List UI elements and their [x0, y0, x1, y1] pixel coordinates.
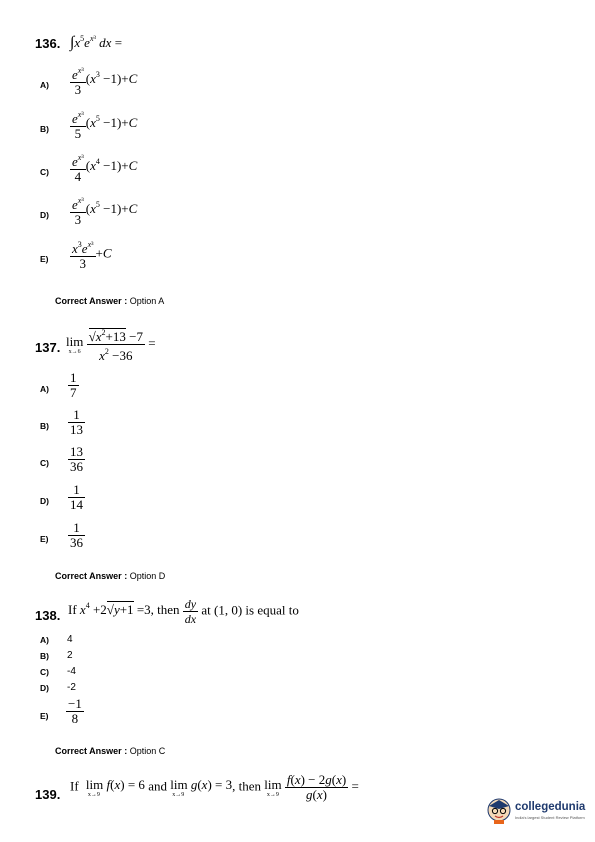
q137-option-b-den: 13: [70, 422, 83, 437]
q137-option-b[interactable]: [68, 408, 85, 437]
q137-option-c-num: 13: [70, 444, 83, 459]
q137-prompt: lim x→6 $\frac{√x^2+13 -7}{x^2 -36}$ =: [66, 328, 156, 363]
q138-option-d-value[interactable]: -2: [67, 682, 76, 693]
answer-prefix: Correct Answer :: [55, 571, 128, 581]
q138-option-d-label[interactable]: D): [40, 683, 49, 693]
q138-option-b-label[interactable]: B): [40, 651, 49, 661]
q138-option-e[interactable]: [66, 697, 84, 726]
brand-tagline: India's largest Student Review Platform: [515, 815, 585, 820]
q136-option-c-label[interactable]: C): [40, 167, 49, 177]
q138-option-a-label[interactable]: A): [40, 635, 49, 645]
q138-option-c-label[interactable]: C): [40, 667, 49, 677]
answer-value: Option D: [129, 571, 166, 581]
q138-option-e-den: 8: [71, 711, 79, 726]
q137-option-a-den: 7: [70, 385, 77, 400]
q137-option-c-label[interactable]: C): [40, 458, 49, 468]
q137-option-a-label[interactable]: A): [40, 384, 49, 394]
q138-option-c-value[interactable]: -4: [67, 666, 76, 677]
q136-option-e-label[interactable]: E): [40, 254, 49, 264]
q136-option-c[interactable]: $\frac{e^{x^3}}{4}$ $(x^4 -1)+C$: [72, 153, 138, 184]
q139-eq: =: [351, 778, 359, 794]
q137-number: 137.: [35, 340, 61, 355]
q137-option-e-num: 1: [68, 521, 85, 536]
collegedunia-logo: [486, 797, 512, 830]
q136-prompt: $\int x^5e^{x^3}$ dx =: [70, 34, 123, 51]
q137-option-d-label[interactable]: D): [40, 496, 49, 506]
q137-option-c[interactable]: [68, 445, 85, 474]
q138-option-e-num: −1: [68, 696, 82, 711]
q136-option-a-label[interactable]: A): [40, 80, 49, 90]
q136-correct-answer: [55, 296, 164, 306]
q137-option-b-label[interactable]: B): [40, 421, 49, 431]
q136-option-b-label[interactable]: B): [40, 124, 49, 134]
q139-lim3-sub: x→9: [266, 791, 279, 798]
q138-option-b-value[interactable]: 2: [67, 650, 73, 661]
q137-option-a[interactable]: [68, 371, 79, 400]
q136-option-a[interactable]: $\frac{e^{x^3}}{3}$ $(x^3 -1)+C$: [72, 66, 138, 97]
q137-option-e-den: 36: [70, 535, 83, 550]
q137-correct-answer: [55, 571, 165, 581]
q137-option-d[interactable]: [68, 483, 85, 512]
q139-lim2-sub: x→9: [172, 791, 185, 798]
answer-prefix: Correct Answer :: [55, 746, 128, 756]
answer-prefix: Correct Answer :: [55, 296, 128, 306]
q136-number: 136.: [35, 36, 61, 51]
brand-name: collegedunia: [515, 801, 586, 813]
q137-option-c-den: 36: [70, 459, 83, 474]
q136-option-b[interactable]: $\frac{e^{x^3}}{5}$ $(x^5 -1)+C$: [72, 110, 138, 141]
q136-option-d[interactable]: $\frac{e^{x^3}}{3}$ $(x^5 -1)+C$: [72, 196, 138, 227]
q137-option-d-den: 14: [70, 497, 83, 512]
q138-prompt: If $x^4 +2√y+1 =3$, then $\frac{dy}{dx}$ at (1, 0) is equal to: [68, 597, 299, 626]
q137-option-a-num: 1: [70, 370, 77, 385]
dx-label: dx: [184, 612, 197, 626]
q138-number: 138.: [35, 608, 61, 623]
answer-value: Option C: [129, 746, 166, 756]
q137-option-b-num: 1: [68, 408, 85, 423]
q138-prompt-tail: at (1, 0) is equal to: [201, 602, 299, 618]
q139-number: 139.: [35, 787, 61, 802]
q137-option-e[interactable]: [68, 521, 85, 550]
q137-option-e-label[interactable]: E): [40, 534, 49, 544]
q139-if: If: [70, 778, 79, 794]
answer-value: Option A: [129, 296, 165, 306]
q136-option-d-label[interactable]: D): [40, 210, 49, 220]
q139-lim1-sub: x→9: [87, 791, 100, 798]
mascot-icon: [486, 797, 512, 825]
q138-correct-answer: [55, 746, 165, 756]
q139-and: and: [148, 778, 167, 794]
q136-option-e[interactable]: $\frac{x^3e^{x^3}}{3}$ +C: [72, 240, 112, 271]
dy-label: dy: [184, 597, 197, 611]
q137-option-d-num: 1: [68, 483, 85, 498]
q139-then: , then: [232, 778, 261, 794]
q138-option-a-value[interactable]: 4: [67, 634, 73, 645]
q139-lim3: lim: [264, 776, 282, 792]
q138-option-e-label[interactable]: E): [40, 711, 49, 721]
q139-prompt: If lim f(x) = 6 x→9 and lim g(x) = 3 x→9 , then lim x→9 $\frac{f(x) - 2g(x)}{g(x)}$ =: [70, 772, 359, 802]
